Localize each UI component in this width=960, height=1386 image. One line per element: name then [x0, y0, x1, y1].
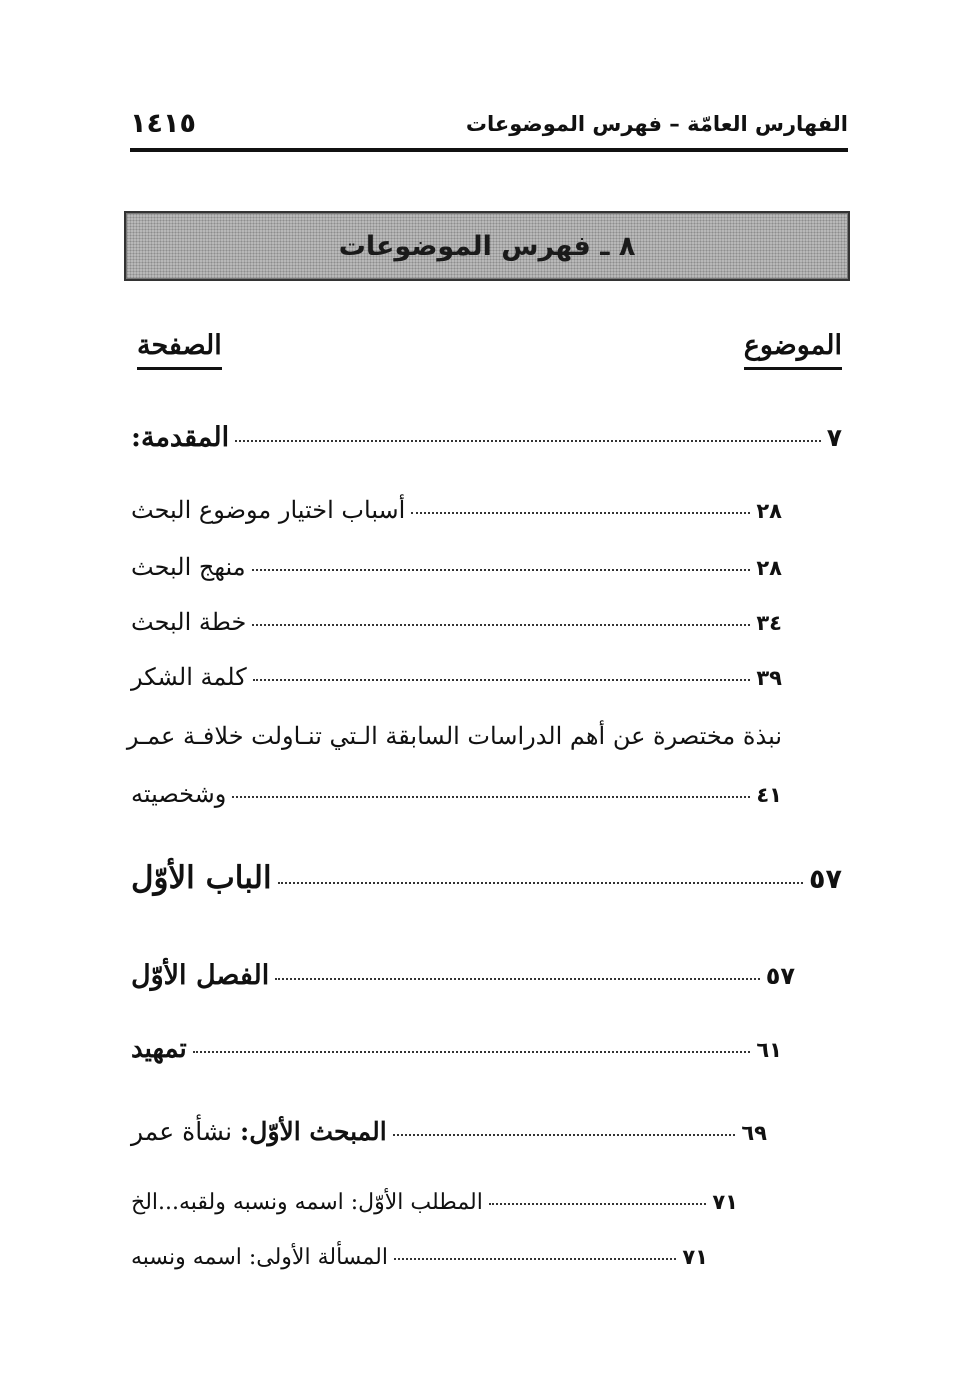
toc-entry [131, 553, 782, 581]
toc-page-number: ٢٨ [756, 499, 782, 523]
dot-leader [235, 440, 821, 442]
running-title: الفهارس العامّة – فهرس الموضوعات [465, 112, 848, 136]
toc-page-number: ٧ [826, 423, 842, 452]
toc-entry-issue [131, 1245, 708, 1270]
toc-entry-preface [131, 1034, 782, 1064]
toc-label: منهج البحث [131, 553, 246, 581]
page-number: ١٤١٥ [130, 108, 196, 139]
toc-label: الفصل الأوّل [131, 960, 270, 991]
toc-label: المطلب الأوّل: اسمه ونسبه ولقبه...الخ [131, 1190, 483, 1215]
dot-leader [252, 624, 750, 626]
dot-leader [253, 679, 751, 681]
dot-leader [252, 569, 751, 571]
page-column-heading: الصفحة [137, 330, 222, 370]
toc-page-number: ٤١ [756, 783, 782, 807]
toc-entry [131, 780, 782, 808]
toc-label: خطة البحث [131, 608, 247, 636]
toc-label: المسألة الأولى: اسمه ونسبه [131, 1245, 388, 1270]
toc-entry-chapter [131, 960, 795, 991]
toc-page-number: ٦٩ [741, 1121, 767, 1145]
dot-leader [232, 796, 750, 798]
dot-leader [393, 1134, 736, 1136]
toc-entry [131, 663, 782, 691]
toc-entry-wrapped-line: نبذة مختصرة عن أهم الدراسات السابقة الـتي تنـاولت خلافـة عمـر [126, 722, 782, 750]
dot-leader [394, 1258, 676, 1260]
dot-leader [278, 882, 803, 884]
running-header [130, 108, 848, 152]
dot-leader [411, 512, 750, 514]
dot-leader [275, 978, 759, 980]
toc-label-strong: المبحث الأوّل: [240, 1117, 387, 1146]
dot-leader [489, 1203, 706, 1205]
toc-label: كلمة الشكر [131, 663, 247, 691]
banner-title: ٨ ـ فهرس الموضوعات [338, 230, 636, 262]
toc-label: وشخصيته [131, 780, 227, 808]
toc-page-number: ٣٩ [756, 666, 782, 690]
toc-page-number: ٦١ [756, 1038, 782, 1062]
toc-entry-subsection [131, 1190, 738, 1215]
toc-label: المقدمة: [131, 422, 230, 453]
toc-page-number: ٧١ [712, 1190, 738, 1214]
toc-label: الباب الأوّل [131, 860, 272, 896]
dot-leader [193, 1051, 751, 1053]
toc-label-rest: نشأة عمر [131, 1117, 241, 1146]
toc-page-number: ٢٨ [756, 556, 782, 580]
section-banner [124, 211, 850, 281]
toc-page-number: ٥٧ [809, 864, 842, 895]
toc-entry [131, 608, 782, 636]
toc-label: أسباب اختيار موضوع البحث [131, 496, 406, 524]
toc-page-number: ٧١ [682, 1245, 708, 1269]
toc-entry-introduction [131, 422, 842, 453]
toc-label [131, 1117, 387, 1146]
toc-entry [131, 496, 782, 524]
toc-page-number: ٥٧ [765, 962, 795, 990]
toc-entry-part [131, 860, 842, 896]
toc-label: تمهيد [131, 1034, 187, 1064]
toc-entry-section [131, 1117, 767, 1146]
toc-page-number: ٣٤ [756, 611, 782, 635]
topic-column-heading: الموضوع [744, 330, 842, 370]
